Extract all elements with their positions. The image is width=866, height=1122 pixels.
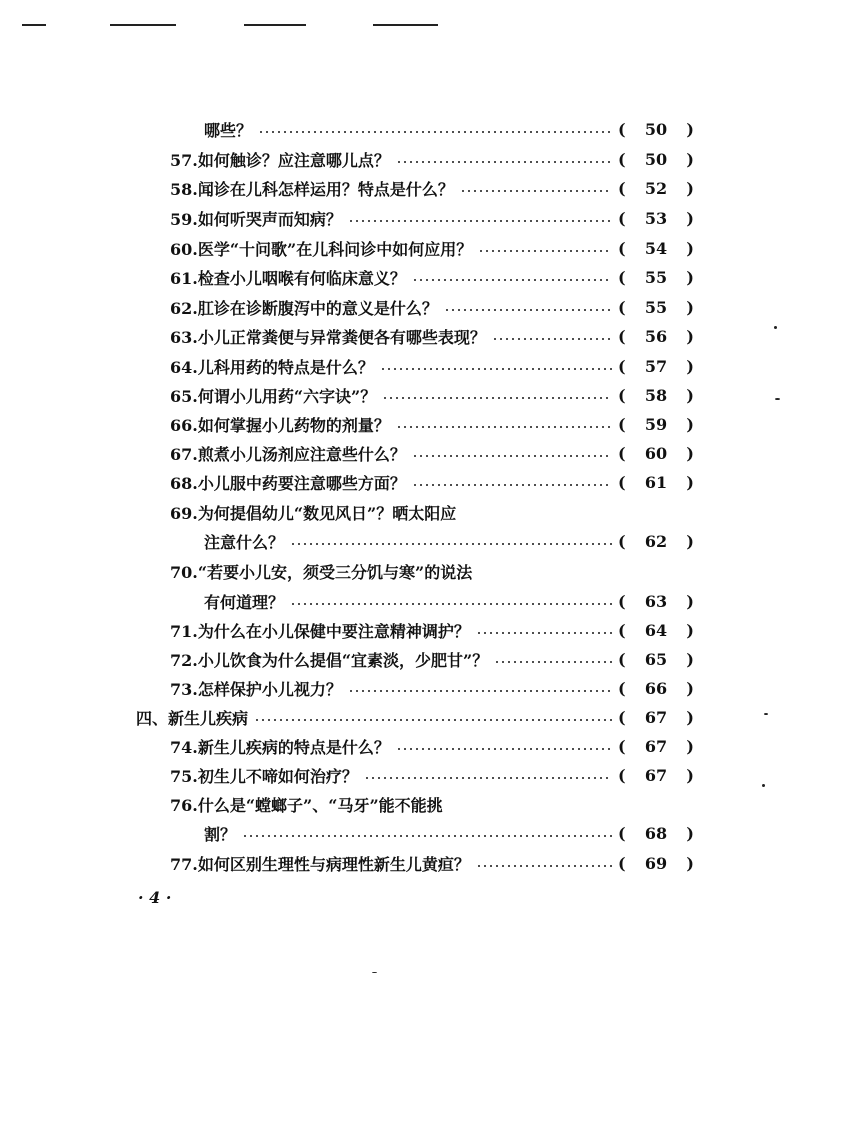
page-number: 66: [644, 678, 668, 698]
toc-entry-title: 注意什么？: [204, 532, 285, 552]
toc-entry-title: 有何道理？: [204, 592, 285, 612]
dot-leader: [364, 777, 612, 779]
page-ref: ( 57 ): [618, 356, 694, 376]
dot-leader: [396, 426, 612, 428]
page-ref: ( 63 ): [618, 591, 694, 611]
page-ref: ( 69 ): [618, 853, 694, 873]
toc-entry-title: 61.检查小儿咽喉有何临床意义？: [170, 268, 406, 288]
page-ref: ( 58 ): [618, 385, 694, 405]
dot-leader: [380, 368, 612, 370]
toc-entry-title: 69.为何提倡幼儿“数见风日”？晒太阳应: [170, 503, 457, 523]
page-number: 57: [644, 356, 668, 376]
toc-entry-title: 62.肛诊在诊断腹泻中的意义是什么？: [170, 298, 438, 318]
toc-entry[interactable]: [170, 558, 694, 584]
toc-entry[interactable]: [170, 646, 694, 672]
toc-entry-title: 72.小儿饮食为什么提倡“宜素淡，少肥甘”？: [170, 650, 489, 670]
toc-entry[interactable]: [170, 617, 694, 643]
toc-entry[interactable]: [170, 353, 694, 379]
toc-entry-title: 58.闻诊在儿科怎样运用？特点是什么？: [170, 179, 454, 199]
page-ref: ( 62 ): [618, 531, 694, 551]
toc-entry[interactable]: [170, 440, 694, 466]
page-number: 67: [644, 736, 668, 756]
toc-entry[interactable]: [170, 264, 694, 290]
page-number: 59: [644, 414, 668, 434]
toc-entry[interactable]: [170, 499, 694, 525]
dot-leader: [254, 719, 612, 721]
scan-speck: [764, 713, 768, 715]
page-ref: ( 50 ): [618, 119, 694, 139]
page-ref: ( 53 ): [618, 208, 694, 228]
toc-entry-title: 66.如何掌握小儿药物的剂量？: [170, 415, 390, 435]
header-rule: [244, 24, 306, 26]
dot-leader: [412, 455, 612, 457]
toc-entry[interactable]: [170, 411, 694, 437]
dot-leader: [412, 484, 612, 486]
page-number: 53: [644, 208, 668, 228]
page-ref: ( 65 ): [618, 649, 694, 669]
page-ref: ( 66 ): [618, 678, 694, 698]
page-number: 63: [644, 591, 668, 611]
toc-entry[interactable]: [170, 469, 694, 495]
toc-entry-title: 65.何谓小儿用药“六字诀”？: [170, 386, 377, 406]
toc-entry[interactable]: [170, 323, 694, 349]
dot-leader: [460, 190, 612, 192]
dot-leader: [412, 279, 612, 281]
header-rule: [22, 24, 46, 26]
dot-leader: [494, 661, 612, 663]
page-ref: ( 50 ): [618, 149, 694, 169]
scan-speck: [774, 326, 777, 329]
toc-entry[interactable]: [204, 820, 694, 846]
toc-entry-title: 75.初生儿不啼如何治疗？: [170, 766, 358, 786]
page-ref: ( 61 ): [618, 472, 694, 492]
toc-entry[interactable]: [170, 205, 694, 231]
dot-leader: [382, 397, 612, 399]
page-number: 67: [644, 707, 668, 727]
toc-entry[interactable]: [204, 528, 694, 554]
header-rule: [110, 24, 176, 26]
page-number: 67: [644, 765, 668, 785]
toc-entry-title: 63.小儿正常粪便与异常粪便各有哪些表现？: [170, 327, 486, 347]
dot-leader: [492, 338, 612, 340]
toc-entry-title: 哪些？: [204, 120, 253, 140]
page-ref: ( 54 ): [618, 238, 694, 258]
page-number: 64: [644, 620, 668, 640]
dot-leader: [476, 865, 612, 867]
page-ref: ( 68 ): [618, 823, 694, 843]
dot-leader: [444, 309, 612, 311]
toc-entry-title: 57.如何触诊？应注意哪儿点？: [170, 150, 390, 170]
page-ref: ( 52 ): [618, 178, 694, 198]
toc-section-heading[interactable]: [136, 704, 694, 730]
toc-entry[interactable]: [170, 675, 694, 701]
page-number: 65: [644, 649, 668, 669]
toc-entry-title: 67.煎煮小儿汤剂应注意些什么？: [170, 444, 406, 464]
page-number: 68: [644, 823, 668, 843]
toc-entry-title: 割？: [204, 824, 237, 844]
page-number: 62: [644, 531, 668, 551]
page-number: 60: [644, 443, 668, 463]
dot-leader: [290, 543, 612, 545]
page-ref: ( 55 ): [618, 297, 694, 317]
dot-leader: [396, 748, 612, 750]
page-number: 58: [644, 385, 668, 405]
page-ref: ( 56 ): [618, 326, 694, 346]
toc-entry-title: 73.怎样保护小儿视力？: [170, 679, 342, 699]
page-ref: ( 67 ): [618, 707, 694, 727]
page-ref: ( 59 ): [618, 414, 694, 434]
toc-entry[interactable]: [204, 588, 694, 614]
page-number: 52: [644, 178, 668, 198]
toc-entry[interactable]: [204, 116, 694, 142]
toc-entry[interactable]: [170, 235, 694, 261]
dot-leader: [396, 161, 612, 163]
toc-entry-title: 59.如何听哭声而知病？: [170, 209, 342, 229]
page-number: 54: [644, 238, 668, 258]
scan-speck: [775, 398, 780, 400]
dot-leader: [348, 220, 612, 222]
page-number: 55: [644, 297, 668, 317]
toc-entry[interactable]: [170, 294, 694, 320]
toc-entry[interactable]: [170, 175, 694, 201]
toc-entry-title: 60.医学“十问歌”在儿科问诊中如何应用？: [170, 239, 473, 259]
page-folio: · 4 ·: [138, 888, 172, 907]
page-number: 69: [644, 853, 668, 873]
dot-leader: [478, 250, 612, 252]
toc-entry-title: 76.什么是“螳螂子”、“马牙”能不能挑: [170, 795, 443, 815]
dot-leader: [242, 835, 612, 837]
toc-entry-title: 77.如何区别生理性与病理性新生儿黄疸？: [170, 854, 470, 874]
page-number: 50: [644, 119, 668, 139]
dot-leader: [290, 603, 612, 605]
header-rule: [373, 24, 438, 26]
toc-entry[interactable]: [170, 791, 694, 817]
dot-leader: [476, 632, 612, 634]
dot-leader: [258, 131, 612, 133]
page-number: 56: [644, 326, 668, 346]
toc-entry[interactable]: [170, 850, 694, 876]
toc-entry-title: 74.新生儿疾病的特点是什么？: [170, 737, 390, 757]
toc-entry-title: 64.儿科用药的特点是什么？: [170, 357, 374, 377]
toc-entry-title: 71.为什么在小儿保健中要注意精神调护？: [170, 621, 470, 641]
scan-speck: [372, 972, 377, 973]
page-ref: ( 67 ): [618, 736, 694, 756]
toc-entry[interactable]: [170, 146, 694, 172]
page-number: 50: [644, 149, 668, 169]
page-ref: ( 64 ): [618, 620, 694, 640]
toc-entry-title: 四、新生儿疾病: [136, 708, 249, 728]
toc-entry-title: 70.“若要小儿安，须受三分饥与寒”的说法: [170, 562, 473, 582]
page-ref: ( 60 ): [618, 443, 694, 463]
dot-leader: [348, 690, 612, 692]
page-ref: ( 55 ): [618, 267, 694, 287]
toc-entry[interactable]: [170, 382, 694, 408]
toc-entry[interactable]: [170, 733, 694, 759]
toc-entry-title: 68.小儿服中药要注意哪些方面？: [170, 473, 406, 493]
page-number: 55: [644, 267, 668, 287]
page-ref: ( 67 ): [618, 765, 694, 785]
scan-speck: [762, 784, 765, 787]
toc-entry[interactable]: [170, 762, 694, 788]
page-number: 61: [644, 472, 668, 492]
